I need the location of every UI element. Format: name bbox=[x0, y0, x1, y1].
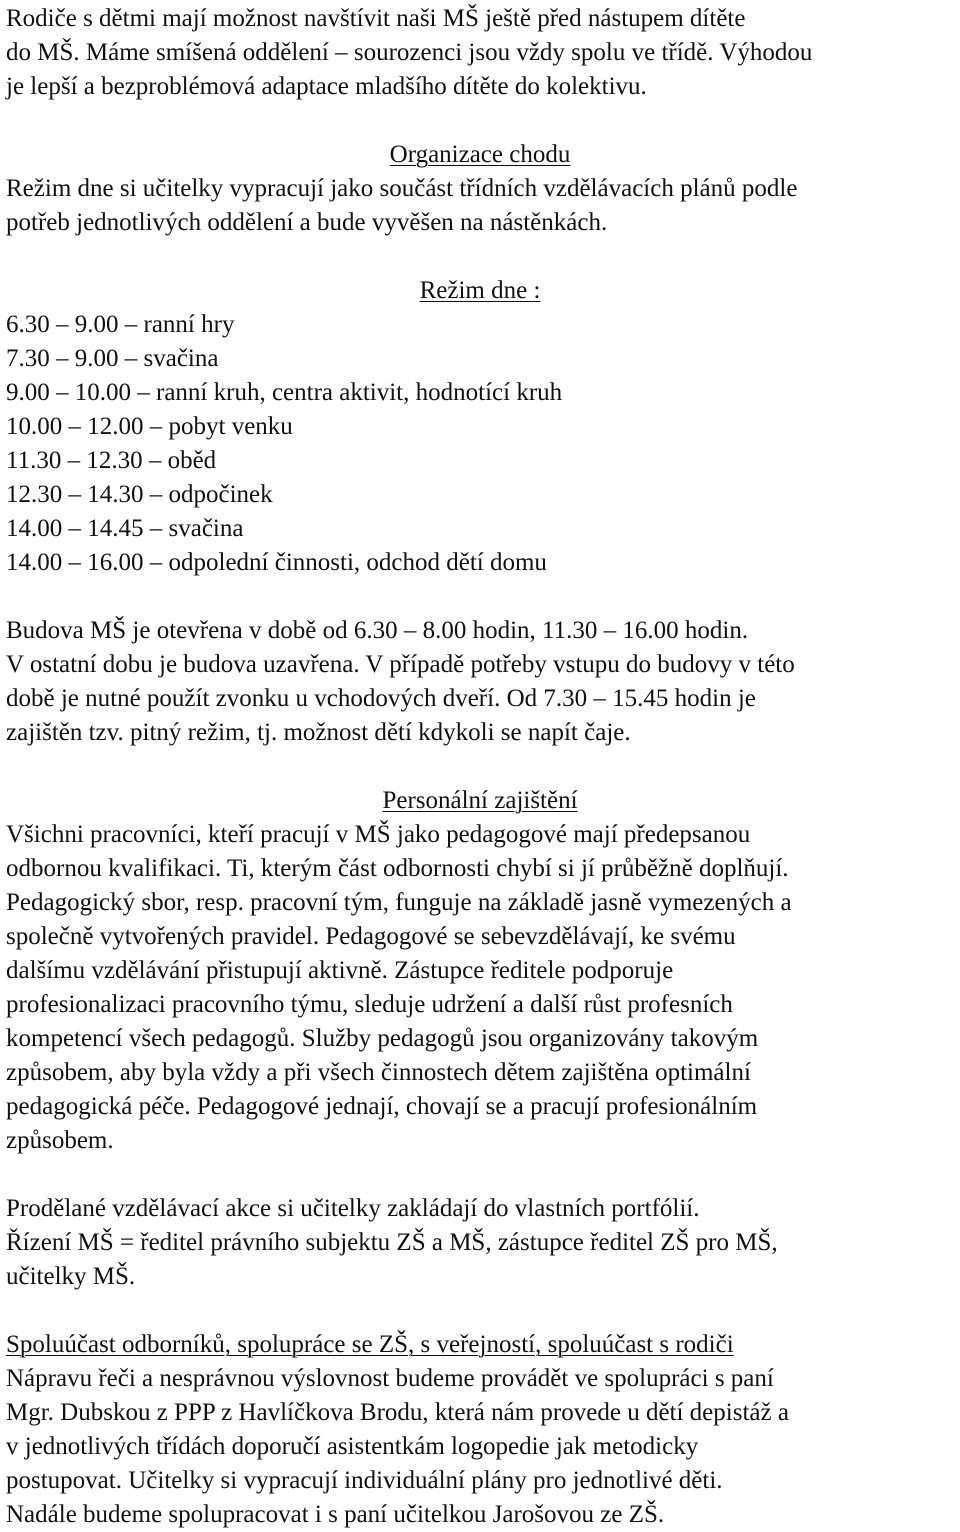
rezim-item: 12.30 – 14.30 – odpočinek bbox=[6, 481, 273, 508]
rezim-item: 11.30 – 12.30 – oběd bbox=[6, 447, 217, 474]
spoluucast-line: v jednotlivých třídách doporučí asistentkám logopedie jak metodicky bbox=[6, 1433, 699, 1460]
intro-line: Rodiče s dětmi mají možnost navštívit naši MŠ ještě před nástupem dítěte bbox=[6, 5, 746, 32]
spoluucast-heading: Spoluúčast odborníků, spolupráce se ZŠ, s veřejností, spoluúčast s rodiči bbox=[6, 1331, 734, 1358]
rezim-item: 14.00 – 14.45 – svačina bbox=[6, 515, 244, 542]
intro-line: do MŠ. Máme smíšená oddělení – sourozenci jsou vždy spolu ve třídě. Výhodou bbox=[6, 39, 813, 66]
budova-line: Budova MŠ je otevřena v době od 6.30 – 8.00 hodin, 11.30 – 16.00 hodin. bbox=[6, 617, 749, 644]
personalni-line: Pedagogický sbor, resp. pracovní tým, funguje na základě jasně vymezených a bbox=[6, 889, 792, 916]
portfolio-line: Řízení MŠ = ředitel právního subjektu ZŠ a MŠ, zástupce ředitel ZŠ pro MŠ, bbox=[6, 1229, 778, 1256]
personalni-line: dalšímu vzdělávání přistupují aktivně. Zástupce ředitele podporuje bbox=[6, 957, 674, 984]
spoluucast-line: postupovat. Učitelky si vypracují individuální plány pro jednotlivé děti. bbox=[6, 1467, 723, 1494]
rezim-item: 14.00 – 16.00 – odpolední činnosti, odchod dětí domu bbox=[6, 549, 547, 576]
portfolio-line: učitelky MŠ. bbox=[6, 1263, 136, 1290]
intro-line: je lepší a bezproblémová adaptace mladšího dítěte do kolektivu. bbox=[6, 73, 647, 100]
personalni-line: kompetencí všech pedagogů. Služby pedagogů jsou organizovány takovým bbox=[6, 1025, 759, 1052]
rezim-item: 6.30 – 9.00 – ranní hry bbox=[6, 311, 235, 338]
spoluucast-line: Nadále budeme spolupracovat i s paní učitelkou Jarošovou ze ZŠ. bbox=[6, 1501, 665, 1528]
personalni-line: Všichni pracovníci, kteří pracují v MŠ jako pedagogové mají předepsanou bbox=[6, 821, 751, 848]
rezim-item: 10.00 – 12.00 – pobyt venku bbox=[6, 413, 293, 440]
organizace-line: potřeb jednotlivých oddělení a bude vyvěšen na nástěnkách. bbox=[6, 209, 608, 236]
organizace-heading: Organizace chodu bbox=[389, 141, 571, 168]
organizace-line: Režim dne si učitelky vypracují jako součást třídních vzdělávacích plánů podle bbox=[6, 175, 798, 202]
spoluucast-line: Nápravu řeči a nesprávnou výslovnost budeme provádět ve spolupráci s paní bbox=[6, 1365, 774, 1392]
rezim-item: 9.00 – 10.00 – ranní kruh, centra aktivit, hodnotící kruh bbox=[6, 379, 563, 406]
rezim-item: 7.30 – 9.00 – svačina bbox=[6, 345, 219, 372]
rezim-heading: Režim dne : bbox=[419, 277, 541, 304]
spoluucast-line: Mgr. Dubskou z PPP z Havlíčkova Brodu, která nám provede u dětí depistáž a bbox=[6, 1399, 789, 1426]
personalni-line: profesionalizaci pracovního týmu, sleduje udržení a další růst profesních bbox=[6, 991, 733, 1018]
personalni-heading: Personální zajištění bbox=[382, 787, 578, 814]
budova-line: V ostatní dobu je budova uzavřena. V případě potřeby vstupu do budovy v této bbox=[6, 651, 795, 678]
personalni-line: odbornou kvalifikaci. Ti, kterým část odbornosti chybí si jí průběžně doplňují. bbox=[6, 855, 789, 882]
portfolio-line: Prodělané vzdělávací akce si učitelky zakládají do vlastních portfólií. bbox=[6, 1195, 700, 1222]
personalni-line: pedagogická péče. Pedagogové jednají, chovají se a pracují profesionálním bbox=[6, 1093, 758, 1120]
budova-line: době je nutné použít zvonku u vchodových dveří. Od 7.30 – 15.45 hodin je bbox=[6, 685, 756, 712]
personalni-line: společně vytvořených pravidel. Pedagogové se sebevzdělávají, ke svému bbox=[6, 923, 736, 950]
budova-line: zajištěn tzv. pitný režim, tj. možnost dětí kdykoli se napít čaje. bbox=[6, 719, 631, 746]
personalni-line: způsobem, aby byla vždy a při všech činnostech dětem zajištěna optimální bbox=[6, 1059, 751, 1086]
personalni-line: způsobem. bbox=[6, 1127, 114, 1154]
